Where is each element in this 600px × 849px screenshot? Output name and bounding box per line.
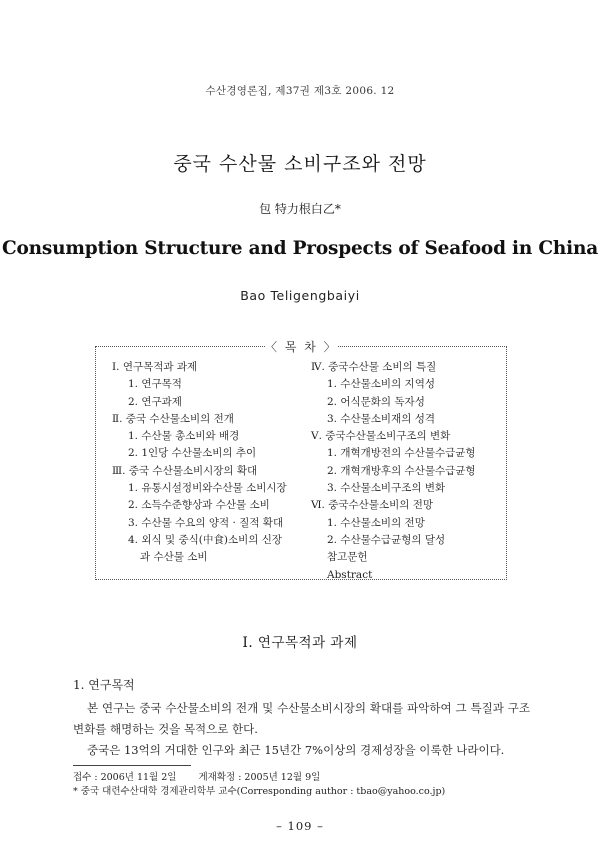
toc-item: Abstract [327, 568, 373, 581]
footnote-rule [73, 765, 191, 766]
toc-left-column [112, 359, 307, 567]
toc-item [112, 532, 307, 567]
toc-section: Ⅴ. 중국수산물소비구조의 변화 [311, 430, 451, 443]
footnote-dates [73, 769, 320, 783]
toc-item: 1. 수산물소비의 전망 [327, 516, 425, 529]
subsection-heading: 1. 연구목적 [73, 678, 135, 692]
toc-item: 2. 1인당 수산물소비의 추이 [128, 447, 257, 460]
toc-item: 참고문헌 [327, 551, 368, 564]
toc-item: 1. 수산물소비의 지역성 [327, 378, 435, 391]
toc-section: Ⅳ. 중국수산물 소비의 특질 [311, 361, 437, 373]
toc-item: 1. 개혁개방전의 수산물수급균형 [327, 447, 476, 460]
paper-title-korean: 중국 수산물 소비구조와 전망 [173, 153, 427, 175]
section-heading: Ⅰ. 연구목적과 과제 [242, 635, 358, 651]
toc-item: 3. 수산물소비재의 성격 [327, 412, 435, 425]
toc-section: Ⅲ. 중국 수산물소비시장의 확대 [112, 464, 258, 477]
paper-title-english: Consumption Structure and Prospects of Seafood in China [1, 238, 599, 259]
toc-item: 2. 소득수준향상과 수산물 소비 [128, 499, 270, 512]
toc-item: 2. 어식문화의 독자성 [327, 395, 425, 408]
toc-item: 2. 수산물수급균형의 달성 [327, 533, 446, 546]
received-date: 접수 : 2006년 11월 2일 [73, 772, 177, 783]
toc-section: Ⅰ. 연구목적과 과제 [112, 361, 198, 373]
toc-right-column [311, 359, 506, 584]
toc-heading: 〈 목 차 〉 [265, 340, 338, 354]
toc-item: 1. 유통시설정비와수산물 소비시장 [128, 482, 287, 495]
toc-item: 3. 수산물 수요의 양적 · 질적 확대 [128, 516, 284, 529]
revised-date: 게재확정 : 2005년 12월 9일 [198, 772, 321, 783]
toc-item: 2. 연구과제 [128, 395, 182, 408]
toc-section: Ⅱ. 중국 수산물소비의 전개 [112, 412, 234, 425]
toc-item-continuation: 과 수산물 소비 [140, 551, 208, 564]
body-paragraph-1: 본 연구는 중국 수산물소비의 전개 및 수산물소비시장의 확대를 파악하여 그 특질과 구조변화를 해명하는 것을 목적으로 한다. [73, 701, 530, 736]
journal-header: 수산경영론집, 제37권 제3호 2006. 12 [205, 85, 395, 97]
body-paragraph-2: 중국은 13억의 거대한 인구와 최근 15년간 7%이상의 경제성장을 이룩한 나라이다. [87, 743, 505, 757]
page-number: – 109 – [276, 819, 324, 833]
toc-item: 3. 수산물소비구조의 변화 [327, 482, 446, 495]
toc-item: 1. 수산물 총소비와 배경 [128, 430, 240, 443]
toc-item: 2. 개혁개방후의 수산물수급균형 [327, 464, 476, 477]
toc-item: 1. 연구목적 [128, 378, 182, 391]
author-korean: 包 特力根白乙* [259, 202, 341, 216]
toc-section: Ⅵ. 중국수산물소비의 전망 [311, 499, 434, 512]
toc-item-text: 4. 외식 및 중식(中食)소비의 신장 [128, 533, 282, 546]
author-english: Bao Teligengbaiyi [240, 288, 360, 303]
footnote-affiliation: * 중국 대련수산대학 경제관리학부 교수(Corresponding author : tbao@yahoo.co.jp) [73, 786, 446, 797]
